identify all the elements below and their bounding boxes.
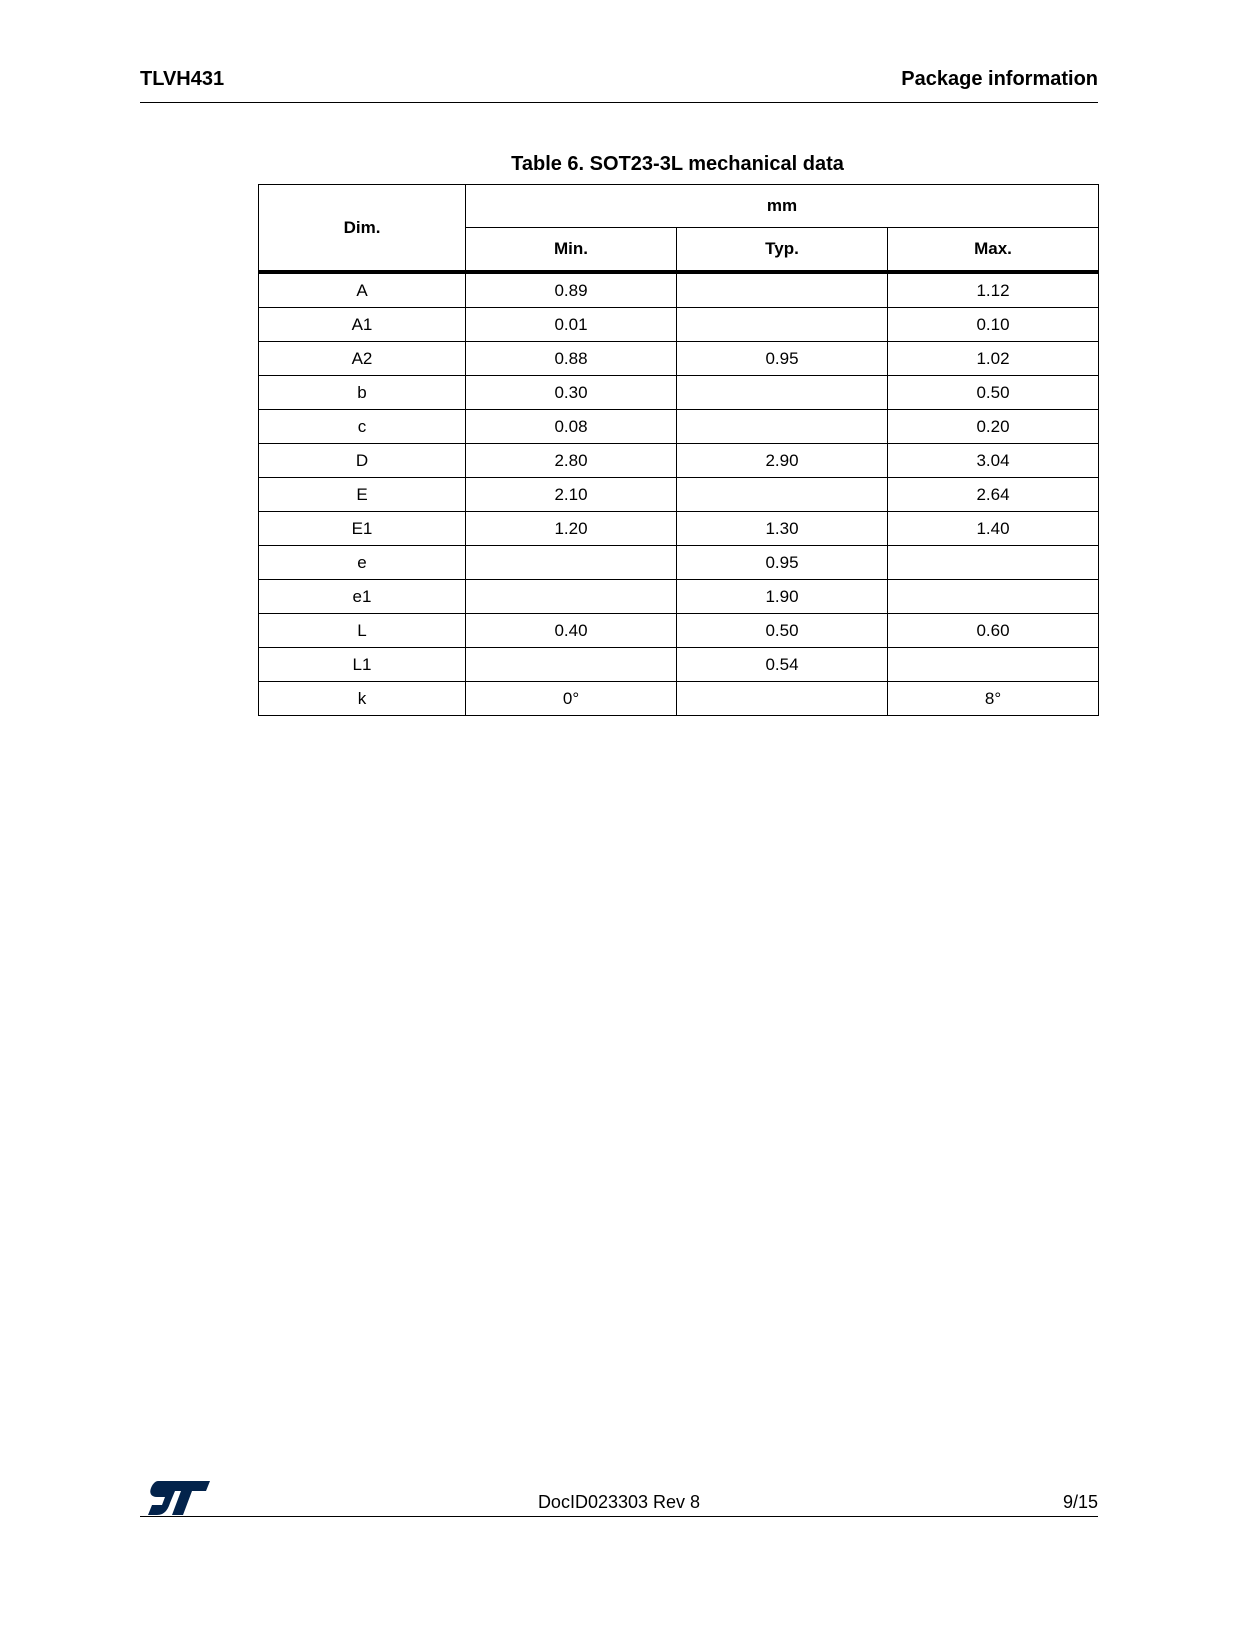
cell-dim: L (259, 614, 466, 648)
page-header (140, 64, 1098, 103)
cell-typ: 0.95 (677, 546, 888, 580)
table-row (259, 272, 1099, 308)
cell-max: 1.40 (888, 512, 1099, 546)
cell-typ: 1.90 (677, 580, 888, 614)
table-row (259, 478, 1099, 512)
cell-min: 0.89 (466, 272, 677, 308)
cell-dim: c (259, 410, 466, 444)
unit-header: mm (466, 185, 1099, 228)
section-title: Package information (901, 68, 1098, 90)
cell-typ: 2.90 (677, 444, 888, 478)
cell-typ (677, 272, 888, 308)
cell-typ: 0.95 (677, 342, 888, 376)
min-column-header: Min. (466, 228, 677, 273)
table-row (259, 614, 1099, 648)
cell-dim: A2 (259, 342, 466, 376)
cell-min: 0.40 (466, 614, 677, 648)
cell-min: 1.20 (466, 512, 677, 546)
dim-column-header: Dim. (259, 185, 466, 273)
table-caption: Table 6. SOT23-3L mechanical data (511, 153, 844, 175)
cell-dim: b (259, 376, 466, 410)
cell-min: 2.80 (466, 444, 677, 478)
cell-dim: E1 (259, 512, 466, 546)
cell-max: 3.04 (888, 444, 1099, 478)
max-column-header: Max. (888, 228, 1099, 273)
cell-min (466, 580, 677, 614)
cell-dim: e (259, 546, 466, 580)
cell-min (466, 648, 677, 682)
cell-dim: A1 (259, 308, 466, 342)
cell-max: 2.64 (888, 478, 1099, 512)
doc-id: DocID023303 Rev 8 (537, 1492, 701, 1512)
cell-max (888, 580, 1099, 614)
page-number: 9/15 (1062, 1492, 1098, 1512)
cell-min (466, 546, 677, 580)
cell-typ (677, 682, 888, 716)
cell-typ: 1.30 (677, 512, 888, 546)
cell-max: 1.02 (888, 342, 1099, 376)
table-row (259, 580, 1099, 614)
cell-typ (677, 410, 888, 444)
cell-typ (677, 376, 888, 410)
cell-max: 0.20 (888, 410, 1099, 444)
table-row (259, 512, 1099, 546)
cell-max: 0.10 (888, 308, 1099, 342)
cell-max: 0.60 (888, 614, 1099, 648)
table-row (259, 648, 1099, 682)
table-row (259, 308, 1099, 342)
cell-dim: e1 (259, 580, 466, 614)
document-title: TLVH431 (140, 68, 225, 90)
cell-typ: 0.54 (677, 648, 888, 682)
mechanical-data-table (258, 184, 1099, 716)
cell-max (888, 648, 1099, 682)
table-row (259, 376, 1099, 410)
cell-typ (677, 478, 888, 512)
table-row (259, 342, 1099, 376)
cell-min: 0.01 (466, 308, 677, 342)
cell-min: 0° (466, 682, 677, 716)
table-row (259, 444, 1099, 478)
table-row (259, 682, 1099, 716)
cell-min: 2.10 (466, 478, 677, 512)
footer-rule (140, 1516, 1098, 1517)
table-row (259, 546, 1099, 580)
cell-max: 1.12 (888, 272, 1099, 308)
cell-max (888, 546, 1099, 580)
cell-max: 0.50 (888, 376, 1099, 410)
cell-dim: L1 (259, 648, 466, 682)
cell-typ (677, 308, 888, 342)
cell-dim: A (259, 272, 466, 308)
cell-min: 0.88 (466, 342, 677, 376)
table-row (259, 410, 1099, 444)
cell-max: 8° (888, 682, 1099, 716)
cell-dim: E (259, 478, 466, 512)
cell-min: 0.30 (466, 376, 677, 410)
cell-dim: k (259, 682, 466, 716)
typ-column-header: Typ. (677, 228, 888, 273)
cell-typ: 0.50 (677, 614, 888, 648)
cell-dim: D (259, 444, 466, 478)
table-body (259, 272, 1099, 716)
cell-min: 0.08 (466, 410, 677, 444)
